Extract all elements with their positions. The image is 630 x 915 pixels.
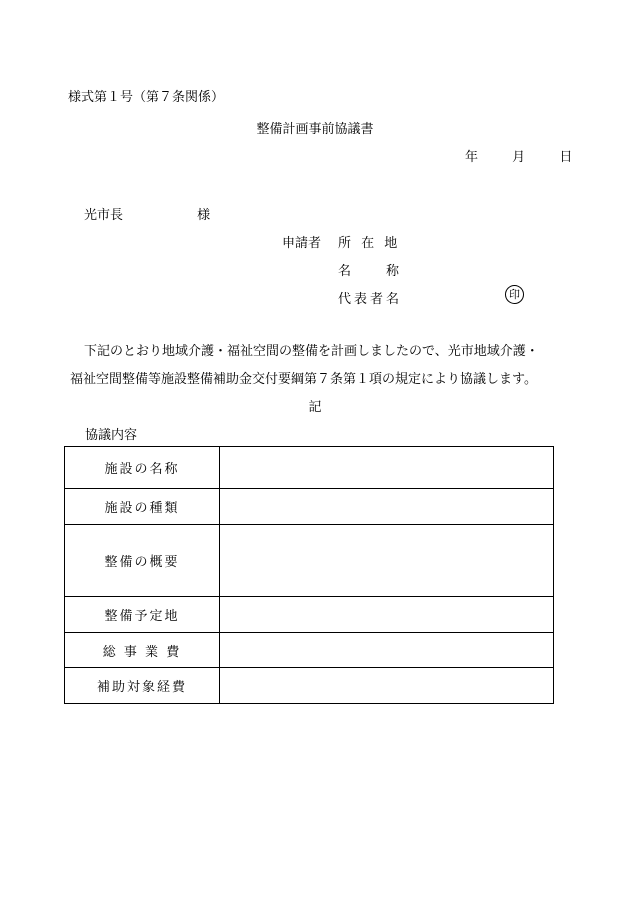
discussion-table (64, 446, 554, 704)
applicant-address-label: 所 在 地 (338, 236, 401, 251)
row-label-facility-name: 施設の名称 (65, 447, 220, 489)
table-row (65, 597, 554, 633)
addressee (84, 204, 210, 223)
row-label-total-cost: 総 事 業 費 (65, 633, 220, 668)
discussion-label: 協議内容 (85, 428, 138, 443)
table-row (65, 525, 554, 597)
row-value-total-cost[interactable] (220, 633, 554, 668)
body-paragraph (70, 338, 580, 394)
table-row (65, 447, 554, 489)
form-number: 様式第１号（第７条関係） (68, 90, 225, 105)
row-value-planned-site[interactable] (220, 597, 554, 633)
date-month-label: 月 (512, 150, 526, 165)
row-value-overview[interactable] (220, 525, 554, 597)
row-value-facility-type[interactable] (220, 489, 554, 525)
table-row (65, 489, 554, 525)
table-row (65, 668, 554, 704)
table-row (65, 633, 554, 668)
row-label-overview: 整備の概要 (65, 525, 220, 597)
row-value-facility-name[interactable] (220, 447, 554, 489)
document-title: 整備計画事前協議書 (256, 122, 374, 137)
date-day-label: 日 (559, 150, 573, 165)
ki-heading: 記 (308, 400, 322, 415)
row-value-eligible-cost[interactable] (220, 668, 554, 704)
addressee-honorific: 様 (197, 208, 211, 223)
row-label-facility-type: 施設の種類 (65, 489, 220, 525)
row-label-eligible-cost: 補助対象経費 (65, 668, 220, 704)
row-label-planned-site: 整備予定地 (65, 597, 220, 633)
date-line (465, 146, 572, 165)
addressee-name: 光市長 (84, 208, 124, 223)
date-year-label: 年 (465, 150, 479, 165)
seal-mark: 印 (505, 285, 524, 304)
applicant-representative-label: 代表者名 (338, 292, 403, 307)
applicant-name-label: 名 称 (338, 264, 403, 279)
body-line-2: 福祉空間整備等施設整備補助金交付要綱第７条第１項の規定により協議します。 (70, 372, 537, 387)
body-line-1: 下記のとおり地域介護・福祉空間の整備を計画しましたので、光市地域介護・ (84, 344, 539, 359)
applicant-label: 申請者 (282, 236, 322, 251)
